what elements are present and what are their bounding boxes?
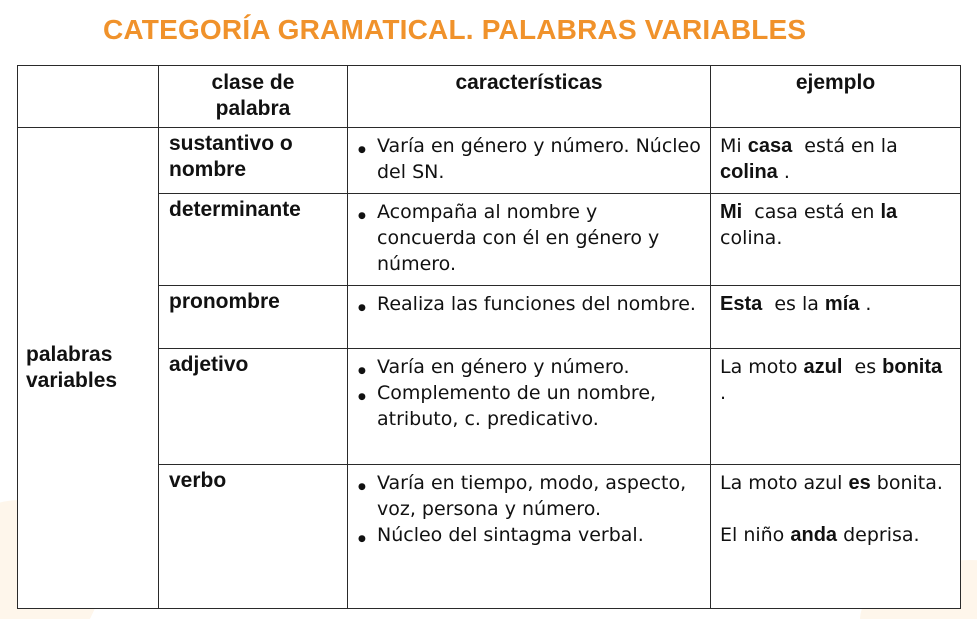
- table-row: [18, 128, 961, 194]
- example-sentence: [720, 293, 871, 315]
- example-highlight: bonita: [882, 356, 943, 378]
- example-highlight: anda: [790, 524, 838, 546]
- example-sentence: [720, 201, 903, 249]
- word-class-cell: [159, 349, 348, 465]
- table-row: [18, 286, 961, 349]
- example-segment: .: [777, 161, 790, 183]
- example-segment: casa está en: [742, 201, 881, 223]
- feature-text: Varía en tiempo, modo, aspecto, voz, persona y número.: [377, 472, 687, 520]
- example-segment: colina.: [720, 201, 904, 249]
- bullet-icon: ●: [358, 482, 366, 492]
- example-sentence: [720, 472, 943, 494]
- features-cell: [348, 194, 711, 286]
- bullet-icon: ●: [358, 211, 366, 221]
- feature-item: [356, 199, 702, 277]
- example-cell: [711, 465, 961, 609]
- features-cell: [348, 465, 711, 609]
- example-cell: [711, 286, 961, 349]
- word-class-cell: [159, 465, 348, 609]
- example-cell: [711, 128, 961, 194]
- header-word-class: [159, 66, 348, 128]
- bullet-icon: ●: [358, 303, 366, 313]
- word-class-label: verbo: [169, 469, 227, 492]
- example-highlight: mía: [824, 293, 860, 315]
- features-list: [348, 194, 710, 285]
- example-segment: es la: [762, 293, 825, 315]
- word-class-cell: [159, 128, 348, 194]
- features-cell: [348, 349, 711, 465]
- word-class-cell: [159, 194, 348, 286]
- table-row: [18, 465, 961, 609]
- example-highlight: Mi: [720, 201, 743, 223]
- feature-item: [356, 522, 702, 548]
- word-class-label: pronombre: [169, 290, 280, 313]
- example-text: [711, 286, 960, 317]
- feature-text: Acompaña al nombre y concuerda con él en género y número.: [377, 201, 660, 275]
- features-list: [348, 128, 710, 193]
- example-sentence: [720, 135, 904, 183]
- bullet-icon: ●: [358, 145, 366, 155]
- example-segment: El niño: [720, 524, 791, 546]
- table-row: [18, 194, 961, 286]
- grammar-table: [17, 65, 961, 609]
- word-class-label: determinante: [169, 198, 301, 221]
- bullet-icon: ●: [358, 366, 366, 376]
- example-highlight: colina: [720, 161, 778, 183]
- feature-item: [356, 291, 702, 317]
- feature-text: Varía en género y número.: [377, 356, 630, 378]
- example-cell: [711, 194, 961, 286]
- group-label: palabras variables: [18, 128, 159, 609]
- header-empty-cell: [18, 66, 159, 128]
- word-class-cell: [159, 286, 348, 349]
- example-segment: La moto azul: [720, 472, 849, 494]
- example-text: [711, 349, 960, 406]
- example-gap: [720, 496, 952, 522]
- header-example: ejemplo: [711, 66, 961, 128]
- features-list: [348, 465, 710, 556]
- feature-item: [356, 470, 702, 522]
- header-features: características: [348, 66, 711, 128]
- example-segment: es: [842, 356, 883, 378]
- page-title: CATEGORÍA GRAMATICAL. PALABRAS VARIABLES: [103, 14, 807, 45]
- bullet-icon: ●: [358, 392, 366, 402]
- example-sentence: [720, 356, 948, 404]
- example-highlight: Esta: [720, 293, 763, 315]
- example-segment: Mi: [720, 135, 748, 157]
- feature-item: [356, 354, 702, 380]
- example-highlight: la: [880, 201, 898, 223]
- word-class-label: adjetivo: [169, 353, 249, 376]
- header-word-class-label: clase de palabra: [211, 71, 295, 120]
- example-text: [711, 465, 960, 548]
- feature-item: [356, 380, 702, 432]
- example-highlight: azul: [803, 356, 843, 378]
- feature-text: Núcleo del sintagma verbal.: [377, 524, 644, 546]
- example-text: [711, 128, 960, 185]
- features-list: [348, 349, 710, 440]
- example-highlight: es: [848, 472, 871, 494]
- example-segment: La moto: [720, 356, 804, 378]
- example-segment: bonita.: [870, 472, 943, 494]
- feature-text: Complemento de un nombre, atributo, c. predicativo.: [377, 382, 657, 430]
- example-segment: deprisa.: [837, 524, 920, 546]
- feature-text: Varía en género y número. Núcleo del SN.: [377, 135, 701, 183]
- features-cell: [348, 286, 711, 349]
- word-class-label: sustantivo o nombre: [169, 132, 293, 181]
- example-segment: .: [720, 356, 949, 404]
- features-list: [348, 286, 710, 325]
- table-row: [18, 349, 961, 465]
- example-sentence: [720, 524, 920, 546]
- feature-text: Realiza las funciones del nombre.: [377, 293, 696, 315]
- example-text: [711, 194, 960, 251]
- bullet-icon: ●: [358, 534, 366, 544]
- example-segment: .: [859, 293, 872, 315]
- features-cell: [348, 128, 711, 194]
- example-highlight: casa: [747, 135, 793, 157]
- example-cell: [711, 349, 961, 465]
- example-segment: está en la: [792, 135, 904, 157]
- feature-item: [356, 133, 702, 185]
- header-row: [18, 66, 961, 128]
